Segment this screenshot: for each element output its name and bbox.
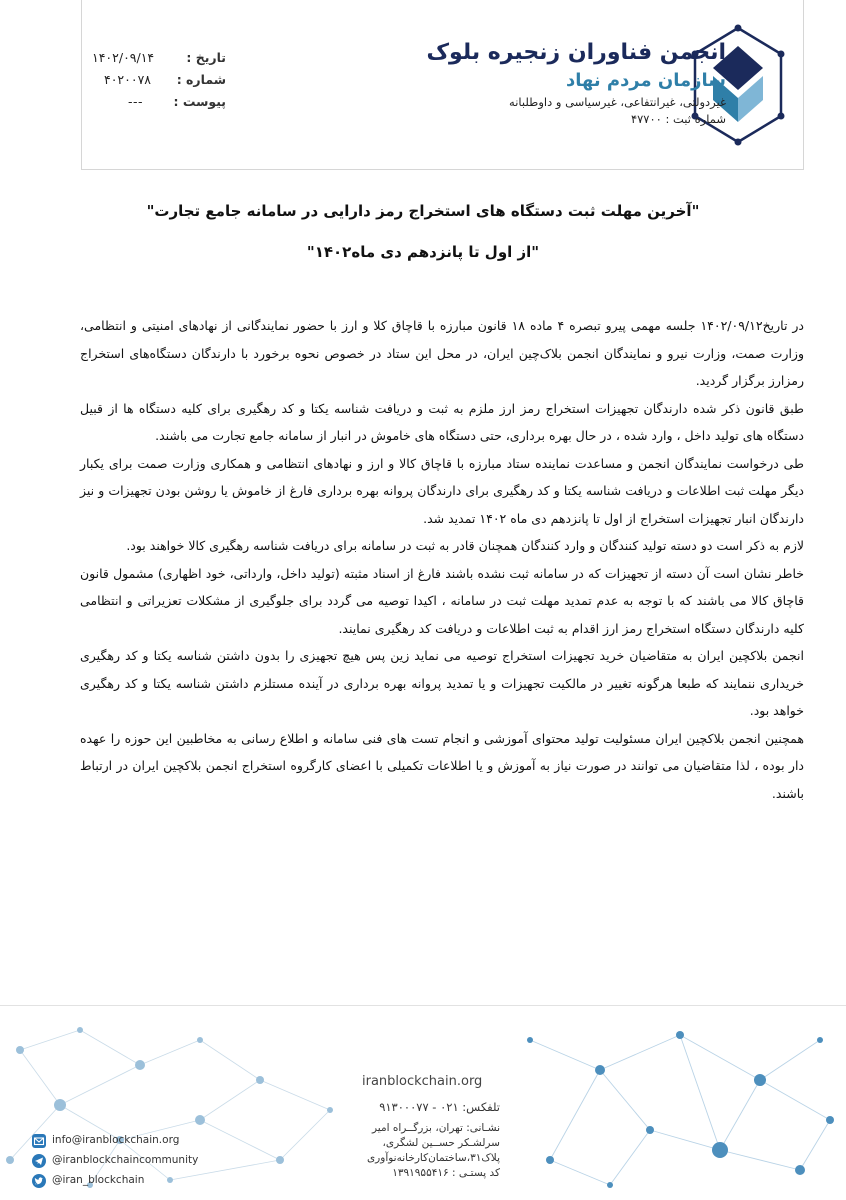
letter-title: "آخرین مهلت ثبت دستگاه های استخراج رمز دارایی در سامانه جامع تجارت": [146, 202, 700, 220]
body-paragraph: طبق قانون ذکر شده دارندگان تجهیزات استخراج رمز ارز ملزم به ثبت و دریافت شناسه یکتا و کد رهگیری برای کلیه دستگاه ها از قبیل دستگاه های تولید داخل ، وارد شده ، در حال بهره برداری، حتی دستگاه های خاموش در انبار از سامانه جامع تجارت می باشند.: [80, 400, 804, 443]
org-description: غیردولتی، غیرانتفاعی، غیرسیاسی و داوطلبانه: [509, 95, 726, 109]
telegram-handle[interactable]: @iranblockchaincommunity: [52, 1154, 199, 1166]
email-address[interactable]: info@iranblockchain.org: [52, 1134, 180, 1146]
body-paragraph: همچنین انجمن بلاکچین ایران مسئولیت تولید محتوای آموزشی و انجام تست های فنی سامانه و اطلاع رسانی به مخاطبین این حوزه را عهده دار بوده ، لذا متقاضیان می توانند در صورت نیاز به آموزش و یا اطلاعات تکمیلی با اعضای کارگروه استخراج انجمن بلاکچین ایران در ارتباط باشند.: [80, 730, 804, 801]
date-row: [88, 50, 248, 72]
body-paragraph: خاطر نشان است آن دسته از تجهیزات که در سامانه ثبت نشده باشند فارغ از اسناد مثبته (تولید داخل، وارداتی، خود اظهاری) مشمول قانون قاچاق کالا می باشند که با توجه به عدم تمدید مهلت ثبت در سامانه ، اکیدا توصیه می گردد برای جلوگیری از مشکلات تعزیراتی و انتظامی کلیه دارندگان دستگاه استخراج رمز ارز اقدام به ثبت اطلاعات و دریافت کد رهگیری نمایند.: [80, 565, 804, 636]
registration-number: شماره ثبت : ۴۷۷۰۰: [630, 112, 726, 126]
attachment-label: پیوست :: [173, 94, 226, 109]
address-line: پلاک۳۱،ساختمان‌کارخانه‌نوآوری: [366, 1152, 500, 1164]
org-name: انجمن فناوران زنجیره بلوک: [426, 40, 726, 65]
letter-subtitle: "از اول تا پانزدهم دی ماه۱۴۰۲": [306, 243, 540, 261]
attachment-value: ---: [128, 94, 144, 109]
footer-divider: [0, 1005, 846, 1006]
twitter-icon: [32, 1174, 46, 1188]
number-label: شماره :: [176, 72, 226, 87]
attachment-row: [88, 94, 248, 116]
body-paragraph: انجمن بلاکچین ایران به متقاضیان خرید تجهیزات استخراج توصیه می نماید زین پس هیچ تجهیزی را بدون داشتن شناسه یکتا و کد رهگیری خریداری ننمایند که طبعا هرگونه تغییر در مالکیت تجهیزات و یا تمدید پروانه بهره برداری در آینده مستلزم داشتن شناسه یکتا و کد رهگیری خواهد بود.: [80, 648, 804, 718]
org-info: [426, 38, 726, 128]
address-line: سرلشـکر حســین لشگری،: [382, 1137, 500, 1149]
telegram-icon: [32, 1154, 46, 1168]
twitter-contact[interactable]: [32, 1173, 292, 1191]
body-paragraph: لازم به ذکر است دو دسته تولید کنندگان و وارد کنندگان همچنان قادر به ثبت در سامانه برای دریافت شناسه رهگیری کالا خواهند بود.: [126, 538, 804, 553]
date-label: تاریخ :: [186, 50, 226, 65]
letter-body: [80, 312, 804, 807]
date-value: ۱۴۰۲/۰۹/۱۴: [92, 50, 155, 65]
twitter-handle[interactable]: @iran_blockchain: [52, 1174, 145, 1186]
network-graphic-right: [470, 1010, 846, 1200]
telegram-contact[interactable]: [32, 1153, 292, 1171]
website-url[interactable]: iranblockchain.org: [362, 1074, 483, 1089]
letter-meta: [88, 46, 248, 116]
email-contact[interactable]: [32, 1133, 292, 1151]
footer-contact: [360, 1100, 500, 1181]
phone-number: تلفکس: ۰۲۱ - ۹۱۳۰۰۰۷۷: [379, 1100, 500, 1114]
body-paragraph: طی درخواست نمایندگان انجمن و مساعدت نماینده ستاد مبارزه با قاچاق کالا و ارز و نهادهای انتظامی و همکاری وزارت صمت برای یکبار دیگر مهلت ثبت اطلاعات و دریافت شناسه یکتا و کد رهگیری برای دارندگان پروانه بهره برداری فارغ از خاموش یا روشن بودن تجهیزات و نیز دارندگان انبار تجهیزات استخراج از اول تا پانزدهم دی ماه ۱۴۰۲ تمدید شد.: [80, 455, 804, 526]
number-row: [88, 72, 248, 94]
email-icon: [32, 1134, 46, 1148]
address-line: نشـانی: تهران، بزرگــراه امیر: [371, 1122, 500, 1134]
body-paragraph: در تاریخ۱۴۰۲/۰۹/۱۲ جلسه مهمی پیرو تبصره ۴ ماده ۱۸ قانون مبارزه با قاچاق کلا و ارز با حضور نمایندگانی از نهادهای امنیتی و انتظامی، وزارت صمت، وزارت نیرو و نمایندگان انجمن بلاک‌چین ایران، در محل این ستاد در خصوص نحوه برخورد با دارندگان دستگاه‌های استخراج رمزارز برگزار گردید.: [80, 318, 804, 388]
number-value: ۴۰۲۰۰۷۸: [104, 72, 151, 87]
address-line: کد پستـی : ۱۳۹۱۹۵۵۴۱۶: [392, 1167, 500, 1179]
org-subtitle: سازمان مردم نهاد: [565, 70, 726, 91]
network-graphic-left: [0, 1010, 360, 1200]
